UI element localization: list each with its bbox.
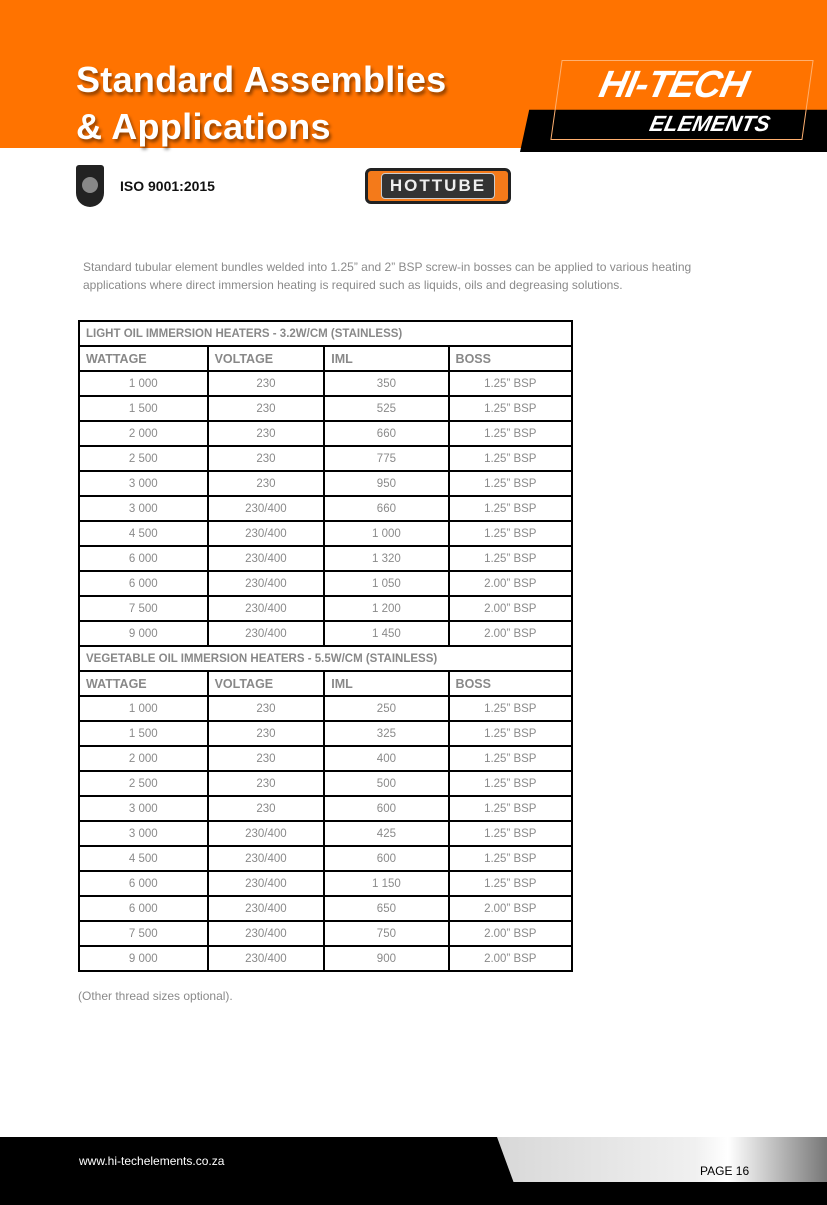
table-row: [79, 546, 572, 571]
table-row: [79, 746, 572, 771]
table-cell: 230/400: [208, 621, 325, 646]
table-cell: 1 200: [324, 596, 448, 621]
table-row: [79, 396, 572, 421]
table-row: [79, 446, 572, 471]
table-cell: 1.25” BSP: [449, 446, 572, 471]
column-header: WATTAGE: [79, 671, 208, 696]
table-row: [79, 946, 572, 971]
table-row: [79, 846, 572, 871]
table-cell: 1.25” BSP: [449, 796, 572, 821]
table-cell: 6 000: [79, 871, 208, 896]
table-cell: 1.25” BSP: [449, 846, 572, 871]
table-cell: 9 000: [79, 946, 208, 971]
table-cell: 1 450: [324, 621, 448, 646]
table-cell: 230/400: [208, 521, 325, 546]
table-cell: 600: [324, 846, 448, 871]
table-row: [79, 621, 572, 646]
table-cell: 950: [324, 471, 448, 496]
footer-panel: [497, 1137, 827, 1182]
table-cell: 2.00” BSP: [449, 571, 572, 596]
table-cell: 6 000: [79, 546, 208, 571]
table-cell: 900: [324, 946, 448, 971]
table-row: [79, 696, 572, 721]
table-cell: 230/400: [208, 896, 325, 921]
column-header: WATTAGE: [79, 346, 208, 371]
section-title: LIGHT OIL IMMERSION HEATERS - 3.2W/CM (STAINLESS): [79, 321, 572, 346]
table-cell: 230: [208, 446, 325, 471]
table-cell: 2 500: [79, 771, 208, 796]
heaters-table: [78, 320, 573, 972]
table-cell: 1.25” BSP: [449, 396, 572, 421]
header-row: [79, 671, 572, 696]
table-row: [79, 871, 572, 896]
table-cell: 230: [208, 371, 325, 396]
table-cell: 3 000: [79, 496, 208, 521]
table-row: [79, 821, 572, 846]
header-row: [79, 346, 572, 371]
brand-logo-bottom: ELEMENTS: [647, 111, 773, 136]
table-row: [79, 771, 572, 796]
table-cell: 600: [324, 796, 448, 821]
table-cell: 3 000: [79, 821, 208, 846]
table-cell: 1 320: [324, 546, 448, 571]
table-cell: 325: [324, 721, 448, 746]
table-cell: 525: [324, 396, 448, 421]
iso-label: ISO 9001:2015: [120, 178, 215, 194]
section-title: VEGETABLE OIL IMMERSION HEATERS - 5.5W/CM (STAINLESS): [79, 646, 572, 671]
table-cell: 230/400: [208, 846, 325, 871]
column-header: BOSS: [449, 346, 572, 371]
website-link[interactable]: www.hi-techelements.co.za: [79, 1154, 225, 1168]
table-cell: 230/400: [208, 596, 325, 621]
iso-badge-icon: [76, 165, 104, 207]
table-cell: 750: [324, 921, 448, 946]
column-header: VOLTAGE: [208, 671, 325, 696]
table-row: [79, 921, 572, 946]
table-cell: 1.25” BSP: [449, 421, 572, 446]
table-cell: 500: [324, 771, 448, 796]
table-cell: 650: [324, 896, 448, 921]
table-cell: 1 500: [79, 721, 208, 746]
table-cell: 1.25” BSP: [449, 496, 572, 521]
table-row: [79, 521, 572, 546]
table-row: [79, 496, 572, 521]
table-cell: 1 000: [79, 696, 208, 721]
table-cell: 230: [208, 421, 325, 446]
table-cell: 1.25” BSP: [449, 371, 572, 396]
table-cell: 230/400: [208, 496, 325, 521]
table-cell: 230: [208, 696, 325, 721]
table-cell: 230/400: [208, 821, 325, 846]
hottube-logo: [365, 168, 511, 204]
table-cell: 1.25” BSP: [449, 871, 572, 896]
table-cell: 230: [208, 471, 325, 496]
table-cell: 1.25” BSP: [449, 771, 572, 796]
table-cell: 4 500: [79, 846, 208, 871]
table-cell: 2.00” BSP: [449, 896, 572, 921]
table-row: [79, 571, 572, 596]
table-cell: 660: [324, 421, 448, 446]
table-cell: 230/400: [208, 546, 325, 571]
table-cell: 4 500: [79, 521, 208, 546]
table-cell: 1 150: [324, 871, 448, 896]
table-cell: 6 000: [79, 896, 208, 921]
table-cell: 2 500: [79, 446, 208, 471]
table-row: [79, 471, 572, 496]
table-row: [79, 371, 572, 396]
column-header: IML: [324, 671, 448, 696]
table-cell: 2 000: [79, 746, 208, 771]
table-cell: 230/400: [208, 946, 325, 971]
table-cell: 660: [324, 496, 448, 521]
table-cell: 230/400: [208, 571, 325, 596]
column-header: IML: [324, 346, 448, 371]
table-cell: 1.25” BSP: [449, 471, 572, 496]
table-cell: 7 500: [79, 596, 208, 621]
table-cell: 1.25” BSP: [449, 696, 572, 721]
table-row: [79, 721, 572, 746]
table-cell: 250: [324, 696, 448, 721]
table-cell: 230: [208, 796, 325, 821]
table-cell: 2.00” BSP: [449, 946, 572, 971]
table-cell: 2.00” BSP: [449, 921, 572, 946]
footnote: (Other thread sizes optional).: [78, 989, 233, 1003]
intro-text: Standard tubular element bundles welded into 1.25” and 2” BSP screw-in bosses can be applied to various heating applications where direct immersion heating is required such as liquids, oils and degreasing solutions.: [83, 260, 692, 292]
column-header: VOLTAGE: [208, 346, 325, 371]
table-cell: 775: [324, 446, 448, 471]
page-number: PAGE 16: [700, 1164, 750, 1178]
section-title-row: [79, 646, 572, 671]
hottube-logo-text: HOTTUBE: [381, 173, 495, 199]
column-header: BOSS: [449, 671, 572, 696]
table-row: [79, 796, 572, 821]
brand-logo-top: HI-TECH: [595, 64, 752, 106]
table-cell: 1 000: [79, 371, 208, 396]
page-title: Standard Assemblies & Applications: [76, 59, 447, 147]
table-cell: 3 000: [79, 796, 208, 821]
table-cell: 230/400: [208, 871, 325, 896]
table-cell: 1 050: [324, 571, 448, 596]
table-cell: 230: [208, 721, 325, 746]
table-cell: 425: [324, 821, 448, 846]
table-cell: 230: [208, 771, 325, 796]
table-cell: 9 000: [79, 621, 208, 646]
table-cell: 1.25” BSP: [449, 821, 572, 846]
table-cell: 2.00” BSP: [449, 621, 572, 646]
table-row: [79, 896, 572, 921]
table-cell: 400: [324, 746, 448, 771]
table-cell: 1.25” BSP: [449, 721, 572, 746]
table-row: [79, 421, 572, 446]
table-row: [79, 596, 572, 621]
table-cell: 7 500: [79, 921, 208, 946]
table-cell: 230/400: [208, 921, 325, 946]
table-cell: 1.25” BSP: [449, 521, 572, 546]
table-cell: 1 000: [324, 521, 448, 546]
table-cell: 230: [208, 396, 325, 421]
table-cell: 1 500: [79, 396, 208, 421]
table-cell: 1.25” BSP: [449, 746, 572, 771]
table-cell: 6 000: [79, 571, 208, 596]
section-title-row: [79, 321, 572, 346]
table-cell: 230: [208, 746, 325, 771]
table-cell: 3 000: [79, 471, 208, 496]
table-cell: 350: [324, 371, 448, 396]
table-cell: 2 000: [79, 421, 208, 446]
table-cell: 1.25” BSP: [449, 546, 572, 571]
table-cell: 2.00” BSP: [449, 596, 572, 621]
